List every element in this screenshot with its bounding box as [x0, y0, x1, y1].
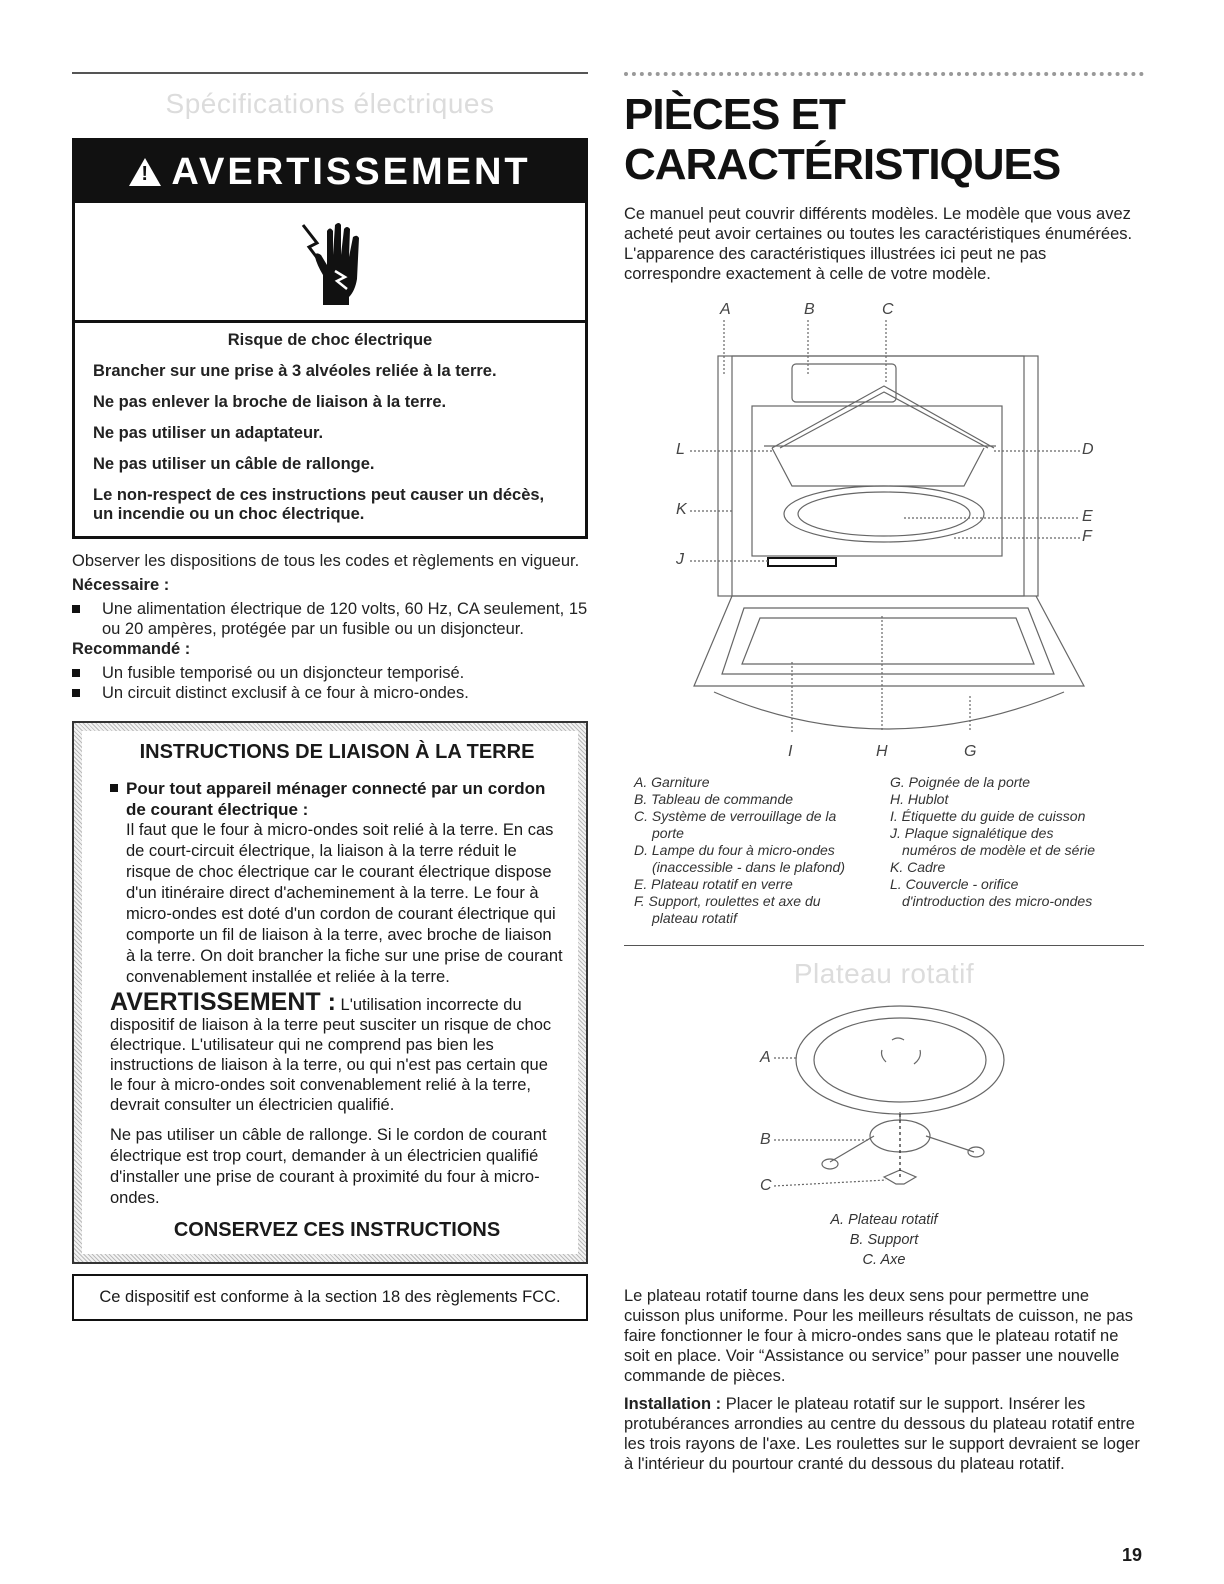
label-B: B: [804, 301, 815, 318]
bullet-icon: [72, 689, 80, 697]
legend-item: B. Tableau de commande: [634, 791, 794, 807]
legend-item: J. Plaque signalétique des: [890, 825, 1054, 841]
bullet-icon: [110, 784, 118, 792]
parts-legend: [624, 774, 1144, 927]
legend-item: E. Plateau rotatif en verre: [634, 876, 793, 892]
label-J: J: [676, 551, 684, 568]
warning-header-text: AVERTISSEMENT: [171, 150, 531, 193]
conserve-instructions: CONSERVEZ CES INSTRUCTIONS: [173, 1219, 501, 1241]
warning-line-2: Ne pas enlever la broche de liaison à la terre.: [93, 393, 447, 411]
label-H: H: [876, 743, 888, 760]
warning-line-5: Le non-respect de ces instructions peut causer un décès, un incendie ou un choc électrique.: [93, 486, 545, 523]
warning-box: [72, 138, 588, 539]
legend-item: I. Étiquette du guide de cuisson: [890, 808, 1086, 824]
warning-line-0: Risque de choc électrique: [227, 331, 433, 349]
right-column: [624, 72, 1144, 1474]
bullet-icon: [72, 605, 80, 613]
warning-line-3: Ne pas utiliser un adaptateur.: [93, 424, 324, 442]
list-item: Un fusible temporisé ou un disjoncteur temporisé.: [72, 663, 588, 683]
legend-item: H. Hublot: [890, 791, 949, 807]
grounding-title: INSTRUCTIONS DE LIAISON À LA TERRE: [139, 741, 535, 763]
grounding-para-1: Il faut que le four à micro-ondes soit relié à la terre. En cas de court-circuit électrique, la liaison à la terre réduit le risque de choc électrique car le courant électrique dispose d'un itinéraire direct d'acheminement à la terre. Le four à micro-ondes est doté d'un cordon de courant électrique qui comporte un fil de liaison à la terre, avec broche de liaison à la terre. On doit brancher la fiche sur une prise de courant convenablement installée et reliée à la terre.: [126, 821, 563, 986]
label-A: A: [720, 301, 731, 318]
label-L: L: [676, 441, 685, 458]
legend-item: G. Poignée de la porte: [890, 774, 1031, 790]
shock-hand-icon: [295, 217, 365, 307]
label-F: F: [1082, 528, 1092, 545]
warning-line-4: Ne pas utiliser un câble de rallonge.: [93, 455, 375, 473]
legend-item: K. Cadre: [890, 859, 946, 875]
list-item: Une alimentation électrique de 120 volts, 60 Hz, CA seulement, 15 ou 20 ampères, protégée par un fusible ou un disjoncteur.: [72, 599, 588, 639]
turntable-label-A: A: [760, 1049, 771, 1066]
warning-triangle-icon: [129, 158, 161, 186]
legend-item: C. Système de verrouillage de la: [634, 808, 837, 824]
turntable-caption: A. Plateau rotatif B. Support C. Axe: [830, 1212, 938, 1268]
turntable-label-C: C: [760, 1177, 772, 1194]
installation-para: Installation : Placer le plateau rotatif sur le support. Insérer les protubérances arrondies au centre du dessous du plateau rotatif entre les trois rayons de l'axe. Les roulettes sur le support devraient se loger à l'intérieur du pourtour cranté du dessous du plateau rotatif.: [624, 1395, 1140, 1473]
legend-item: D. Lampe du four à micro-ondes: [634, 842, 835, 858]
turntable-title: Plateau rotatif: [793, 958, 975, 989]
list-item: Un circuit distinct exclusif à ce four à micro-ondes.: [72, 683, 588, 703]
legend-item: A. Garniture: [634, 774, 710, 790]
label-K: K: [676, 501, 687, 518]
left-column: [72, 72, 588, 1321]
page-number: 19: [1121, 1545, 1142, 1565]
legend-item: d'introduction des micro-ondes: [902, 893, 1093, 909]
observe-text: Observer les dispositions de tous les codes et règlements en vigueur.: [72, 552, 580, 570]
legend-item: plateau rotatif: [652, 910, 737, 926]
turntable-diagram: [624, 1002, 1144, 1202]
page-title: PIÈCES ET CARACTÉRISTIQUES: [624, 90, 1061, 189]
turntable-para-1: Le plateau rotatif tourne dans les deux sens pour permettre une cuisson plus uniforme. Pour les meilleurs résultats de cuisson, ne pas faire fonctionner le four à micro-ondes sans que le plateau rotatif ne soit en place. Voir “Assistance ou service” pour passer une nouvelle commande de pièces.: [624, 1287, 1133, 1385]
legend-item: porte: [652, 825, 684, 841]
label-G: G: [964, 743, 977, 760]
grounding-instructions-box: [72, 721, 588, 1264]
top-dotted-rule: [624, 72, 1144, 76]
label-E: E: [1082, 508, 1093, 525]
intro-text: Ce manuel peut couvrir différents modèles. Le modèle que vous avez acheté peut avoir certaines ou toutes les caractéristiques énumérées. L'apparence des caractéristiques illustrées ici peut ne pas correspondre exactement à celle de votre modèle.: [624, 205, 1133, 283]
legend-item: numéros de modèle et de série: [902, 842, 1095, 858]
warning-body: [75, 323, 585, 536]
label-C: C: [882, 301, 894, 318]
grounding-warning-para: AVERTISSEMENT : L'utilisation incorrecte du dispositif de liaison à la terre peut susciter un risque de choc électrique. L'utilisateur qui ne comprend pas bien les instructions de liaison à la terre, ou qui n'est pas certain que le four à micro-ondes soit convenablement relié à la terre, devrait consulter un électricien qualifié.: [110, 988, 552, 1114]
fcc-notice: Ce dispositif est conforme à la section 18 des règlements FCC.: [72, 1274, 588, 1321]
label-I: I: [788, 743, 793, 760]
legend-item: (inaccessible - dans le plafond): [652, 859, 845, 875]
electrical-spec-title: Spécifications électriques: [165, 88, 495, 119]
label-D: D: [1082, 441, 1094, 458]
warning-line-1: Brancher sur une prise à 3 alvéoles reliée à la terre.: [93, 362, 497, 380]
bullet-icon: [72, 669, 80, 677]
grounding-subhead: Pour tout appareil ménager connecté par un cordon de courant électrique :: [110, 778, 564, 820]
turntable-label-B: B: [760, 1131, 771, 1148]
recommande-label: Recommandé :: [72, 640, 191, 658]
shock-hazard-area: [75, 203, 585, 323]
legend-item: L. Couvercle - orifice: [890, 876, 1019, 892]
grounding-para-3: Ne pas utiliser un câble de rallonge. Si le cordon de courant électrique est trop court, demander à un électricien qualifié d'installer une prise de courant à proximité du four à micro-ondes.: [110, 1126, 547, 1207]
warning-header: [75, 141, 585, 203]
legend-item: F. Support, roulettes et axe du: [634, 893, 821, 909]
necessaire-label: Nécessaire :: [72, 576, 170, 594]
oven-parts-diagram: [624, 296, 1144, 766]
